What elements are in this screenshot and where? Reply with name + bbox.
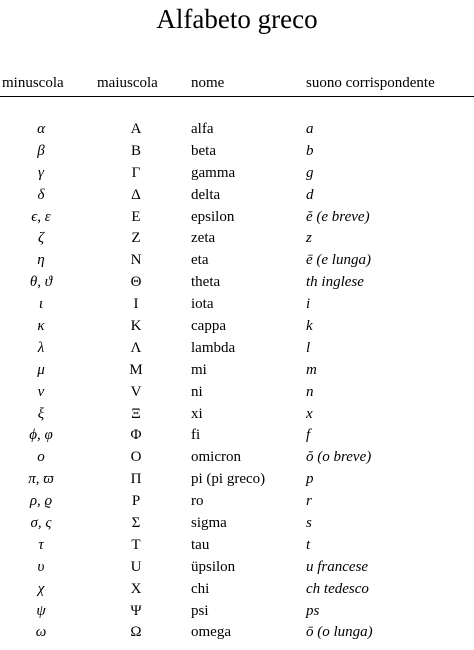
minuscola-cell: τ xyxy=(38,536,44,553)
minuscola-cell: ρ, ϱ xyxy=(29,493,53,510)
table-row xyxy=(0,228,474,250)
maiuscola-cell: O xyxy=(130,449,142,466)
nome-cell: üpsilon xyxy=(191,558,236,575)
suono-cell: ŏ (o breve) xyxy=(306,449,372,466)
suono-cell: b xyxy=(306,142,314,159)
nome-cell: chi xyxy=(191,580,210,597)
nome-cell: beta xyxy=(191,142,216,159)
minuscola-cell: χ xyxy=(37,580,45,597)
minuscola-cell: κ xyxy=(37,318,45,335)
suono-cell: s xyxy=(306,515,312,532)
header-maiuscola: maiuscola xyxy=(97,75,158,91)
suono-cell: ē (e lunga) xyxy=(306,252,371,269)
header-minuscola: minuscola xyxy=(2,75,64,91)
table-row xyxy=(0,404,474,426)
table-row xyxy=(0,185,474,207)
minuscola-cell: σ, ς xyxy=(30,515,52,532)
maiuscola-cell: P xyxy=(131,493,141,510)
maiuscola-cell: Λ xyxy=(130,339,142,356)
nome-cell: fi xyxy=(191,427,201,444)
suono-cell: f xyxy=(306,427,311,444)
suono-cell: n xyxy=(306,383,314,400)
table-row xyxy=(0,535,474,557)
table-row xyxy=(0,316,474,338)
maiuscola-cell: Ψ xyxy=(130,602,142,619)
alphabet-table xyxy=(0,119,474,644)
suono-cell: g xyxy=(306,164,314,181)
minuscola-cell: β xyxy=(37,142,45,159)
minuscola-cell: π, ϖ xyxy=(28,471,54,488)
maiuscola-cell: K xyxy=(130,318,142,335)
maiuscola-cell: Φ xyxy=(130,427,142,444)
maiuscola-cell: V xyxy=(130,383,142,400)
minuscola-cell: υ xyxy=(37,558,45,575)
suono-cell: d xyxy=(306,186,314,203)
minuscola-cell: ν xyxy=(37,383,45,400)
nome-cell: delta xyxy=(191,186,221,203)
table-row xyxy=(0,207,474,229)
minuscola-cell: μ xyxy=(37,361,45,378)
suono-cell: ō (o lunga) xyxy=(306,624,373,641)
suono-cell: a xyxy=(306,121,314,137)
table-row xyxy=(0,163,474,185)
suono-cell: z xyxy=(306,230,312,247)
maiuscola-cell: T xyxy=(131,536,141,553)
suono-cell: k xyxy=(306,318,313,335)
suono-cell: i xyxy=(306,296,311,313)
maiuscola-cell: U xyxy=(130,558,142,575)
minuscola-cell: ζ xyxy=(37,230,45,247)
nome-cell: tau xyxy=(191,536,210,553)
maiuscola-cell: I xyxy=(133,296,139,313)
suono-cell: l xyxy=(306,339,311,356)
table-row xyxy=(0,119,474,141)
minuscola-cell: ξ xyxy=(37,405,45,422)
minuscola-cell: ϵ, ε xyxy=(31,208,51,225)
maiuscola-cell: Ω xyxy=(130,624,142,641)
nome-cell: ro xyxy=(191,493,204,510)
table-row xyxy=(0,579,474,601)
minuscola-cell: α xyxy=(37,121,45,137)
maiuscola-cell: Θ xyxy=(130,274,142,291)
maiuscola-cell: M xyxy=(129,361,143,378)
nome-cell: lambda xyxy=(191,339,236,356)
table-row xyxy=(0,294,474,316)
nome-cell: xi xyxy=(191,405,203,422)
header-suono: suono corrispondente xyxy=(306,75,435,91)
maiuscola-cell: Ξ xyxy=(131,405,141,422)
table-row xyxy=(0,425,474,447)
nome-cell: omega xyxy=(191,624,231,641)
table-row xyxy=(0,469,474,491)
nome-cell: iota xyxy=(191,296,214,313)
table-row xyxy=(0,382,474,404)
suono-cell: t xyxy=(306,536,311,553)
maiuscola-cell: X xyxy=(130,580,142,597)
nome-cell: pi (pi greco) xyxy=(191,471,266,488)
maiuscola-cell: N xyxy=(130,252,142,269)
table-row xyxy=(0,622,474,644)
suono-cell: ĕ (e breve) xyxy=(306,208,370,225)
suono-cell: ps xyxy=(306,602,320,619)
nome-cell: cappa xyxy=(191,318,226,335)
suono-cell: x xyxy=(306,405,313,422)
nome-cell: zeta xyxy=(191,230,216,247)
maiuscola-cell: Γ xyxy=(131,164,141,181)
nome-cell: alfa xyxy=(191,121,214,137)
minuscola-cell: λ xyxy=(37,339,45,356)
maiuscola-cell: Z xyxy=(131,230,141,247)
maiuscola-cell: E xyxy=(131,208,141,225)
minuscola-cell: θ, ϑ xyxy=(29,274,53,291)
maiuscola-cell: Δ xyxy=(131,186,141,203)
table-row xyxy=(0,491,474,513)
minuscola-cell: ω xyxy=(35,624,47,641)
suono-cell: r xyxy=(306,493,312,510)
nome-cell: ni xyxy=(191,383,203,400)
page-title: Alfabeto greco xyxy=(156,4,318,34)
table-row xyxy=(0,513,474,535)
suono-cell: th inglese xyxy=(306,274,364,291)
maiuscola-cell: A xyxy=(130,121,142,137)
maiuscola-cell: Π xyxy=(130,471,142,488)
nome-cell: epsilon xyxy=(191,208,235,225)
suono-cell: u francese xyxy=(306,558,369,575)
table-row xyxy=(0,360,474,382)
minuscola-cell: ι xyxy=(38,296,44,313)
maiuscola-cell: B xyxy=(130,142,141,159)
table-row xyxy=(0,272,474,294)
table-row xyxy=(0,250,474,272)
nome-cell: psi xyxy=(191,602,209,619)
nome-cell: eta xyxy=(191,252,209,269)
nome-cell: omicron xyxy=(191,449,241,466)
header-rule xyxy=(0,96,474,97)
nome-cell: sigma xyxy=(191,515,227,532)
nome-cell: mi xyxy=(191,361,207,378)
table-row xyxy=(0,141,474,163)
nome-cell: theta xyxy=(191,274,221,291)
nome-cell: gamma xyxy=(191,164,236,181)
minuscola-cell: ϕ, φ xyxy=(29,427,53,444)
minuscola-cell: δ xyxy=(37,186,45,203)
minuscola-cell: o xyxy=(37,449,45,466)
header-nome: nome xyxy=(191,75,225,91)
table-row xyxy=(0,338,474,360)
suono-cell: m xyxy=(306,361,317,378)
maiuscola-cell: Σ xyxy=(131,515,141,532)
minuscola-cell: ψ xyxy=(36,602,46,619)
table-row xyxy=(0,447,474,469)
table-row xyxy=(0,601,474,623)
table-row xyxy=(0,557,474,579)
suono-cell: ch tedesco xyxy=(306,580,369,597)
suono-cell: p xyxy=(306,471,314,488)
minuscola-cell: η xyxy=(37,252,45,269)
minuscola-cell: γ xyxy=(38,164,44,181)
